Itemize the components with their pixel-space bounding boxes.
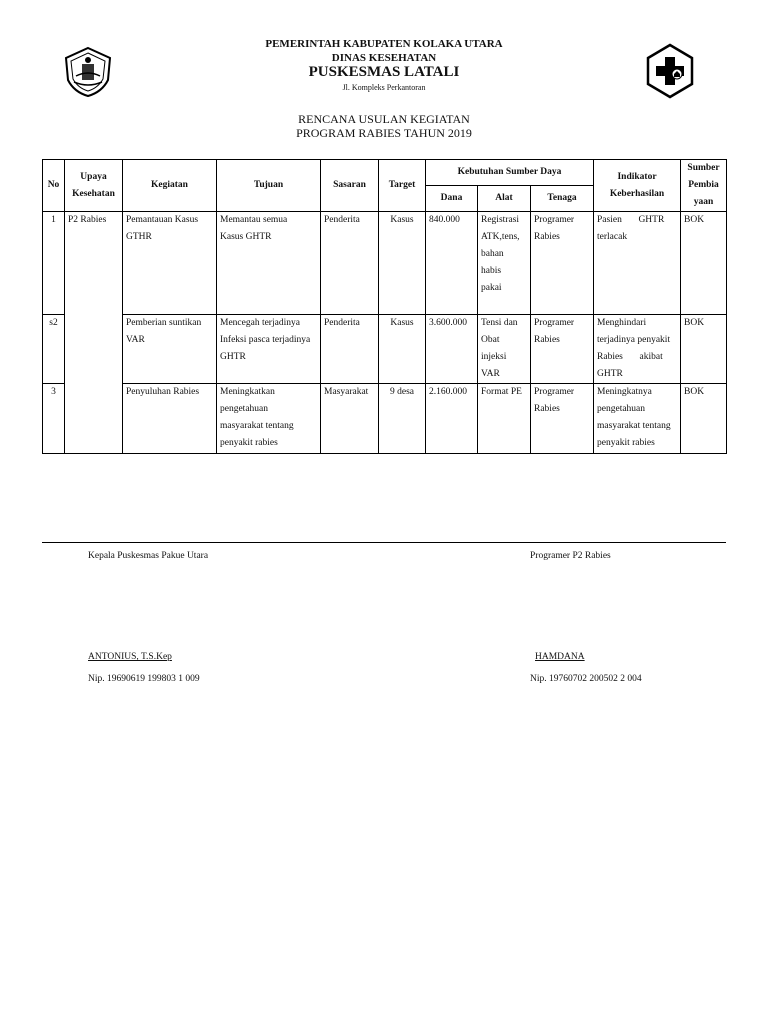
left-signatory-name: ANTONIUS, T.S.Kep: [88, 652, 172, 662]
header-row-1: [43, 160, 727, 186]
cell-sumber: BOK: [681, 315, 727, 384]
cell-sasaran: Masyarakat: [321, 384, 379, 454]
cell-indikator: Pasien GHTR terlacak: [594, 212, 681, 315]
cell-upaya: P2 Rabies: [65, 212, 123, 454]
separator-line: [42, 542, 726, 543]
activity-plan-table: [42, 159, 727, 454]
cell-dana: 2.160.000: [426, 384, 478, 454]
cell-tenaga: Programer Rabies: [531, 315, 594, 384]
col-dana: Dana: [426, 186, 478, 212]
cell-target: Kasus: [379, 212, 426, 315]
right-signatory-nip: Nip. 19760702 200502 2 004: [530, 674, 642, 684]
col-indikator: Indikator Keberhasilan: [594, 160, 681, 212]
col-kebutuhan: Kebutuhan Sumber Daya: [426, 160, 594, 186]
cell-kegiatan: Penyuluhan Rabies: [123, 384, 217, 454]
col-sasaran: Sasaran: [321, 160, 379, 212]
header-government: PEMERINTAH KABUPATEN KOLAKA UTARA: [265, 38, 503, 50]
cell-indikator: Meningkatnya pengetahuan masyarakat tentang penyakit rabies: [594, 384, 681, 454]
col-upaya: Upaya Kesehatan: [65, 160, 123, 212]
cell-kegiatan: Pemantauan Kasus GTHR: [123, 212, 217, 315]
header-department: DINAS KESEHATAN: [331, 52, 437, 64]
cell-sasaran: Penderita: [321, 212, 379, 315]
table-row: [43, 315, 727, 384]
cell-target: 9 desa: [379, 384, 426, 454]
table-row: [43, 212, 727, 315]
left-signatory-title: Kepala Puskesmas Pakue Utara: [88, 551, 209, 561]
cell-alat: Registrasi ATK,tens, bahan habis pakai: [478, 212, 531, 315]
cell-dana: 3.600.000: [426, 315, 478, 384]
cell-tenaga: Programer Rabies: [531, 212, 594, 315]
cell-sumber: BOK: [681, 384, 727, 454]
header-puskesmas: PUSKESMAS LATALI: [308, 64, 460, 80]
cell-dana: 840.000: [426, 212, 478, 315]
doc-title-line1: RENCANA USULAN KEGIATAN: [298, 112, 470, 126]
col-alat: Alat: [478, 186, 531, 212]
cell-no: 3: [43, 384, 65, 454]
right-signatory-name: HAMDANA: [535, 652, 585, 662]
col-kegiatan: Kegiatan: [123, 160, 217, 212]
cell-tujuan: Meningkatkan pengetahuan masyarakat tentang penyakit rabies: [217, 384, 321, 454]
doc-title-line2: PROGRAM RABIES TAHUN 2019: [296, 126, 472, 140]
header-address: Jl. Kompleks Perkantoran: [342, 83, 426, 92]
col-tenaga: Tenaga: [531, 186, 594, 212]
col-no: No: [43, 160, 65, 212]
cell-alat: Format PE: [478, 384, 531, 454]
right-signatory-title: Programer P2 Rabies: [530, 551, 611, 561]
cell-tujuan: Mencegah terjadinya Infeksi pasca terjadinya GHTR: [217, 315, 321, 384]
cell-sumber: BOK: [681, 212, 727, 315]
cell-indikator: Menghindari terjadinya penyakit Rabies akibat GHTR: [594, 315, 681, 384]
cell-tenaga: Programer Rabies: [531, 384, 594, 454]
cell-tujuan: Memantau semua Kasus GHTR: [217, 212, 321, 315]
cell-no: s2: [43, 315, 65, 384]
table-row: [43, 384, 727, 454]
col-tujuan: Tujuan: [217, 160, 321, 212]
cell-alat: Tensi dan Obat injeksi VAR: [478, 315, 531, 384]
col-sumber: Sumber Pembia yaan: [681, 160, 727, 212]
cell-no: 1: [43, 212, 65, 315]
cell-sasaran: Penderita: [321, 315, 379, 384]
col-target: Target: [379, 160, 426, 212]
left-signatory-nip: Nip. 19690619 199803 1 009: [88, 674, 200, 684]
cell-kegiatan: Pemberian suntikan VAR: [123, 315, 217, 384]
cell-target: Kasus: [379, 315, 426, 384]
